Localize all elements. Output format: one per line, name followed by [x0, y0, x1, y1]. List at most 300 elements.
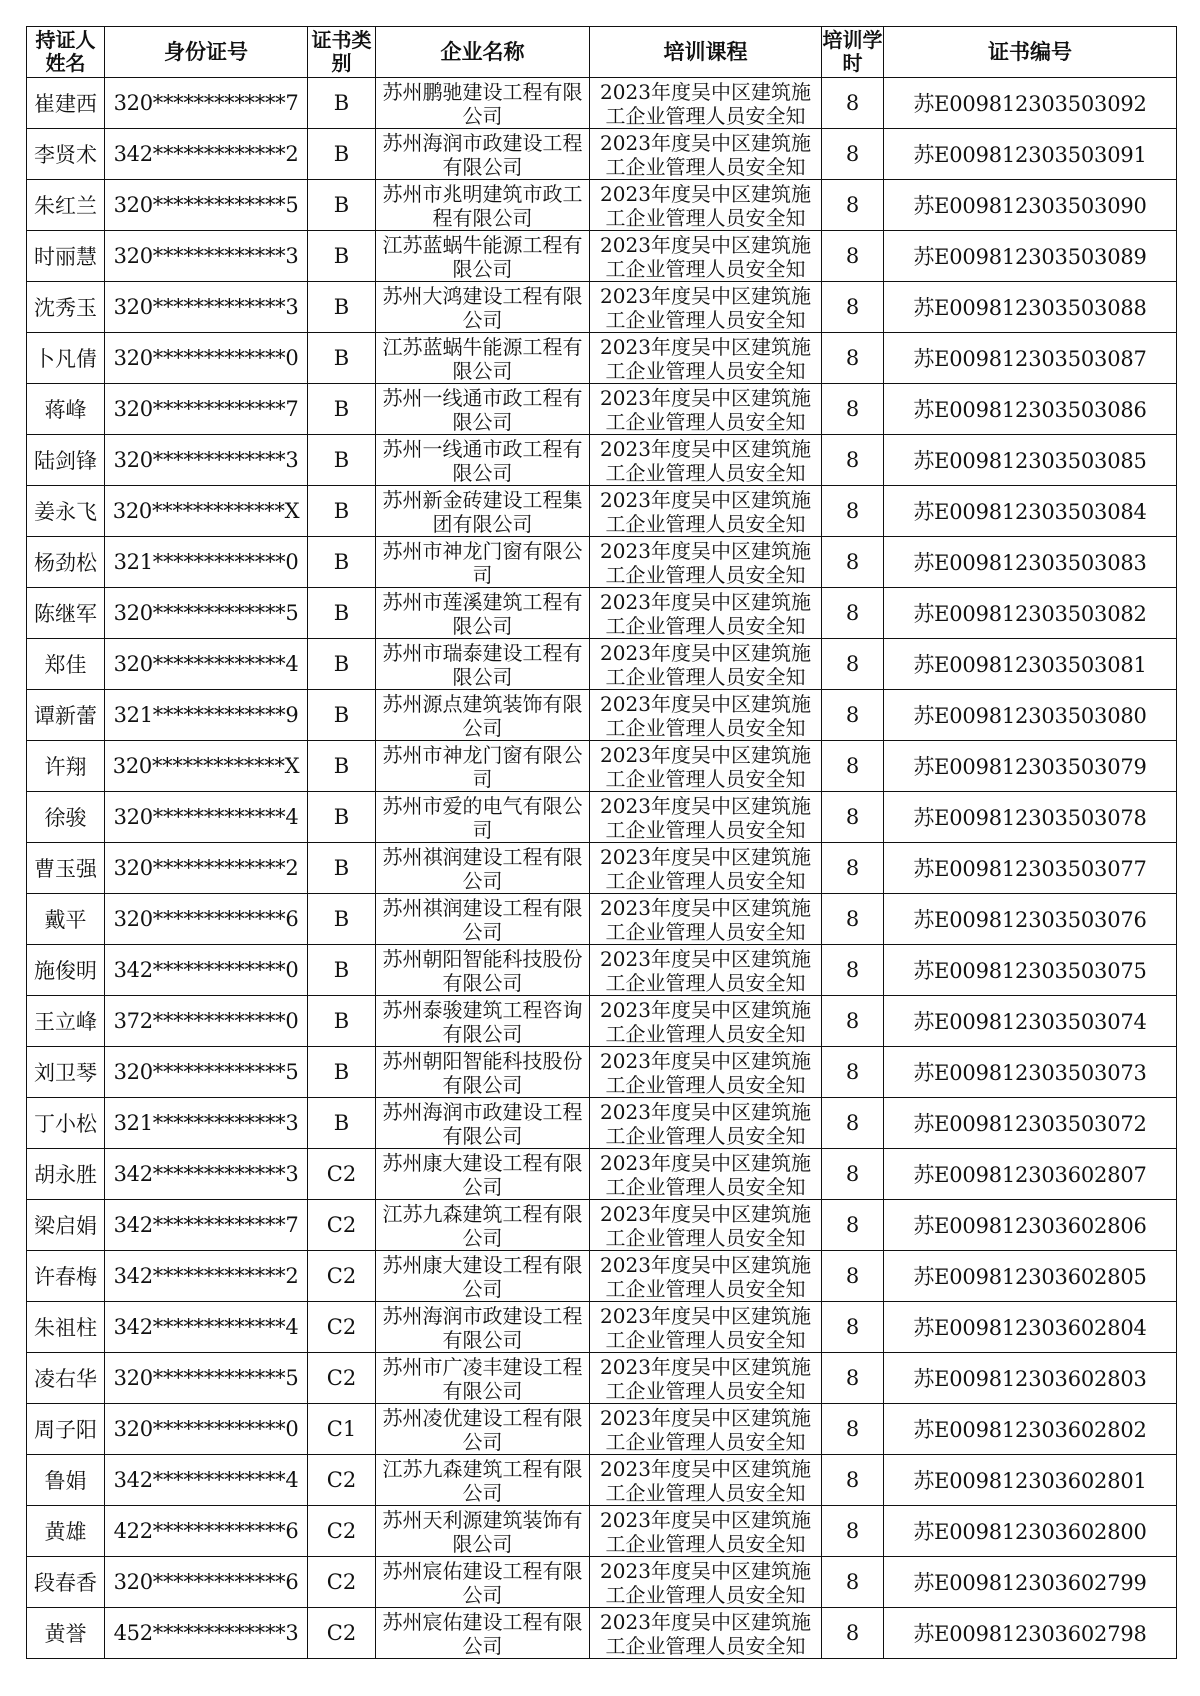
- cell-hours: 8: [822, 792, 884, 843]
- cell-company-text: 江苏蓝蜗牛能源工程有限公司: [382, 335, 583, 383]
- cell-company-text: 苏州海润市政建设工程有限公司: [382, 1304, 583, 1352]
- table-row: [27, 588, 1177, 639]
- cell-course: [590, 486, 822, 537]
- table-row: [27, 741, 1177, 792]
- cell-id: 320*************2: [105, 843, 308, 894]
- cell-hours: 8: [822, 843, 884, 894]
- cell-hours: 8: [822, 894, 884, 945]
- cell-hours: 8: [822, 588, 884, 639]
- cell-name: 许翔: [27, 741, 105, 792]
- cell-company-text: 苏州朝阳智能科技股份有限公司: [382, 947, 583, 995]
- cell-cert-no: 苏E009812303503078: [884, 792, 1177, 843]
- table-row: [27, 894, 1177, 945]
- cell-course-text: 2023年度吴中区建筑施工企业管理人员安全知: [600, 488, 811, 536]
- cell-course-text: 2023年度吴中区建筑施工企业管理人员安全知: [600, 386, 811, 434]
- cell-company: [376, 435, 590, 486]
- cell-hours: 8: [822, 180, 884, 231]
- cell-cert-no: 苏E009812303503085: [884, 435, 1177, 486]
- cell-category: B: [308, 996, 376, 1047]
- header-hours: 培训学时: [822, 27, 884, 78]
- cell-company: [376, 1251, 590, 1302]
- cell-id: 320*************5: [105, 1353, 308, 1404]
- table-row: [27, 486, 1177, 537]
- cell-company: [376, 639, 590, 690]
- cell-name: 谭新蕾: [27, 690, 105, 741]
- cell-cert-no: 苏E009812303503081: [884, 639, 1177, 690]
- cell-course-text: 2023年度吴中区建筑施工企业管理人员安全知: [600, 743, 811, 791]
- cell-hours: 8: [822, 384, 884, 435]
- cell-company-text: 苏州市兆明建筑市政工程有限公司: [382, 182, 583, 230]
- cell-course-text: 2023年度吴中区建筑施工企业管理人员安全知: [600, 998, 811, 1046]
- cell-cert-no: 苏E009812303602801: [884, 1455, 1177, 1506]
- table-row: [27, 843, 1177, 894]
- cell-category: B: [308, 282, 376, 333]
- cell-course-text: 2023年度吴中区建筑施工企业管理人员安全知: [600, 1202, 811, 1250]
- cell-company: [376, 690, 590, 741]
- cell-company-text: 苏州天利源建筑装饰有限公司: [382, 1508, 583, 1556]
- cell-category: C2: [308, 1200, 376, 1251]
- cell-name: 黄誉: [27, 1608, 105, 1659]
- table-row: [27, 1608, 1177, 1659]
- cell-company: [376, 996, 590, 1047]
- cell-name: 时丽慧: [27, 231, 105, 282]
- cell-category: B: [308, 690, 376, 741]
- cell-cert-no: 苏E009812303602804: [884, 1302, 1177, 1353]
- cell-hours: 8: [822, 282, 884, 333]
- cell-company: [376, 894, 590, 945]
- cell-name: 姜永飞: [27, 486, 105, 537]
- cell-hours: 8: [822, 1200, 884, 1251]
- cell-id: 452*************3: [105, 1608, 308, 1659]
- cell-company: [376, 1149, 590, 1200]
- cell-category: B: [308, 843, 376, 894]
- cell-company-text: 苏州宸佑建设工程有限公司: [382, 1610, 583, 1658]
- cell-cert-no: 苏E009812303602798: [884, 1608, 1177, 1659]
- cell-id: 422*************6: [105, 1506, 308, 1557]
- table-row: [27, 792, 1177, 843]
- cell-course: [590, 1302, 822, 1353]
- table-row: [27, 945, 1177, 996]
- table-row: [27, 1149, 1177, 1200]
- cell-category: C2: [308, 1608, 376, 1659]
- cell-name: 沈秀玉: [27, 282, 105, 333]
- table-row: [27, 639, 1177, 690]
- cell-cert-no: 苏E009812303503074: [884, 996, 1177, 1047]
- cell-name: 丁小松: [27, 1098, 105, 1149]
- cell-id: 320*************3: [105, 231, 308, 282]
- cell-hours: 8: [822, 435, 884, 486]
- cell-company-text: 苏州朝阳智能科技股份有限公司: [382, 1049, 583, 1097]
- cell-cert-no: 苏E009812303503072: [884, 1098, 1177, 1149]
- cell-hours: 8: [822, 1047, 884, 1098]
- cell-company-text: 苏州大鸿建设工程有限公司: [382, 284, 583, 332]
- cell-category: C2: [308, 1353, 376, 1404]
- table-row: [27, 1302, 1177, 1353]
- cell-hours: 8: [822, 1353, 884, 1404]
- cell-category: B: [308, 384, 376, 435]
- cell-cert-no: 苏E009812303503084: [884, 486, 1177, 537]
- cell-company: [376, 333, 590, 384]
- cell-company: [376, 1608, 590, 1659]
- cell-course: [590, 1098, 822, 1149]
- cell-cert-no: 苏E009812303602806: [884, 1200, 1177, 1251]
- cell-cert-no: 苏E009812303602805: [884, 1251, 1177, 1302]
- cell-course: [590, 945, 822, 996]
- table-row: [27, 537, 1177, 588]
- cell-hours: 8: [822, 639, 884, 690]
- cell-id: 342*************4: [105, 1455, 308, 1506]
- cell-id: 321*************0: [105, 537, 308, 588]
- cell-category: B: [308, 639, 376, 690]
- cell-id: 320*************0: [105, 1404, 308, 1455]
- cell-course-text: 2023年度吴中区建筑施工企业管理人员安全知: [600, 1406, 811, 1454]
- certificate-roster-table: [26, 26, 1177, 1659]
- cell-course: [590, 690, 822, 741]
- header-course: 培训课程: [590, 27, 822, 78]
- cell-hours: 8: [822, 1404, 884, 1455]
- cell-hours: 8: [822, 129, 884, 180]
- cell-cert-no: 苏E009812303503090: [884, 180, 1177, 231]
- cell-name: 朱红兰: [27, 180, 105, 231]
- cell-category: B: [308, 333, 376, 384]
- cell-company: [376, 1557, 590, 1608]
- cell-name: 鲁娟: [27, 1455, 105, 1506]
- cell-company: [376, 945, 590, 996]
- cell-company-text: 江苏九森建筑工程有限公司: [382, 1202, 583, 1250]
- cell-name: 施俊明: [27, 945, 105, 996]
- cell-company: [376, 792, 590, 843]
- cell-course-text: 2023年度吴中区建筑施工企业管理人员安全知: [600, 692, 811, 740]
- cell-category: C2: [308, 1302, 376, 1353]
- cell-category: B: [308, 1098, 376, 1149]
- cell-course: [590, 996, 822, 1047]
- cell-id: 320*************5: [105, 588, 308, 639]
- cell-cert-no: 苏E009812303503082: [884, 588, 1177, 639]
- cell-category: B: [308, 894, 376, 945]
- cell-category: B: [308, 231, 376, 282]
- cell-company-text: 苏州鹏驰建设工程有限公司: [382, 80, 583, 128]
- cell-course: [590, 1404, 822, 1455]
- cell-category: C1: [308, 1404, 376, 1455]
- cell-course-text: 2023年度吴中区建筑施工企业管理人员安全知: [600, 1508, 811, 1556]
- cell-category: B: [308, 537, 376, 588]
- cell-course-text: 2023年度吴中区建筑施工企业管理人员安全知: [600, 590, 811, 638]
- cell-name: 黄雄: [27, 1506, 105, 1557]
- cell-course-text: 2023年度吴中区建筑施工企业管理人员安全知: [600, 131, 811, 179]
- cell-cert-no: 苏E009812303602800: [884, 1506, 1177, 1557]
- cell-company-text: 苏州泰骏建筑工程咨询有限公司: [382, 998, 583, 1046]
- cell-course-text: 2023年度吴中区建筑施工企业管理人员安全知: [600, 845, 811, 893]
- cell-category: B: [308, 486, 376, 537]
- cell-cert-no: 苏E009812303602802: [884, 1404, 1177, 1455]
- cell-id: 342*************3: [105, 1149, 308, 1200]
- cell-company: [376, 78, 590, 129]
- cell-category: B: [308, 435, 376, 486]
- cell-name: 徐骏: [27, 792, 105, 843]
- cell-course-text: 2023年度吴中区建筑施工企业管理人员安全知: [600, 947, 811, 995]
- cell-company-text: 苏州祺润建设工程有限公司: [382, 896, 583, 944]
- cell-category: B: [308, 792, 376, 843]
- cell-name: 梁启娟: [27, 1200, 105, 1251]
- table-row: [27, 282, 1177, 333]
- cell-id: 320*************4: [105, 792, 308, 843]
- cell-course: [590, 78, 822, 129]
- cell-category: C2: [308, 1149, 376, 1200]
- table-row: [27, 435, 1177, 486]
- cell-company: [376, 1506, 590, 1557]
- cell-hours: 8: [822, 333, 884, 384]
- cell-category: C2: [308, 1251, 376, 1302]
- cell-course-text: 2023年度吴中区建筑施工企业管理人员安全知: [600, 437, 811, 485]
- cell-course: [590, 1455, 822, 1506]
- cell-company-text: 苏州市神龙门窗有限公司: [382, 539, 583, 587]
- cell-company: [376, 1098, 590, 1149]
- cell-company-text: 苏州康大建设工程有限公司: [382, 1253, 583, 1301]
- cell-id: 320*************3: [105, 282, 308, 333]
- cell-course-text: 2023年度吴中区建筑施工企业管理人员安全知: [600, 182, 811, 230]
- cell-course-text: 2023年度吴中区建筑施工企业管理人员安全知: [600, 641, 811, 689]
- cell-name: 周子阳: [27, 1404, 105, 1455]
- cell-course: [590, 333, 822, 384]
- cell-category: B: [308, 945, 376, 996]
- cell-hours: 8: [822, 486, 884, 537]
- cell-name: 蒋峰: [27, 384, 105, 435]
- cell-company-text: 苏州祺润建设工程有限公司: [382, 845, 583, 893]
- cell-course-text: 2023年度吴中区建筑施工企业管理人员安全知: [600, 1049, 811, 1097]
- cell-id: 321*************9: [105, 690, 308, 741]
- cell-hours: 8: [822, 945, 884, 996]
- cell-hours: 8: [822, 78, 884, 129]
- cell-company: [376, 180, 590, 231]
- cell-id: 320*************7: [105, 78, 308, 129]
- cell-cert-no: 苏E009812303602807: [884, 1149, 1177, 1200]
- header-row: [27, 27, 1177, 78]
- cell-name: 许春梅: [27, 1251, 105, 1302]
- cell-name: 杨劲松: [27, 537, 105, 588]
- cell-course: [590, 384, 822, 435]
- cell-company-text: 苏州市爱的电气有限公司: [382, 794, 583, 842]
- cell-course: [590, 435, 822, 486]
- cell-company: [376, 1404, 590, 1455]
- cell-id: 342*************4: [105, 1302, 308, 1353]
- cell-course-text: 2023年度吴中区建筑施工企业管理人员安全知: [600, 794, 811, 842]
- table-row: [27, 1251, 1177, 1302]
- cell-hours: 8: [822, 1455, 884, 1506]
- cell-category: C2: [308, 1506, 376, 1557]
- cell-course: [590, 1557, 822, 1608]
- cell-course: [590, 1506, 822, 1557]
- cell-cert-no: 苏E009812303503086: [884, 384, 1177, 435]
- cell-hours: 8: [822, 537, 884, 588]
- cell-course: [590, 1353, 822, 1404]
- table-row: [27, 690, 1177, 741]
- cell-category: B: [308, 129, 376, 180]
- cell-course-text: 2023年度吴中区建筑施工企业管理人员安全知: [600, 1457, 811, 1505]
- table-row: [27, 1353, 1177, 1404]
- cell-course: [590, 180, 822, 231]
- table-row: [27, 1506, 1177, 1557]
- cell-company: [376, 741, 590, 792]
- cell-cert-no: 苏E009812303503075: [884, 945, 1177, 996]
- cell-name: 凌右华: [27, 1353, 105, 1404]
- table-row: [27, 231, 1177, 282]
- cell-course: [590, 843, 822, 894]
- cell-course-text: 2023年度吴中区建筑施工企业管理人员安全知: [600, 1304, 811, 1352]
- cell-id: 320*************5: [105, 180, 308, 231]
- table-row: [27, 180, 1177, 231]
- cell-name: 曹玉强: [27, 843, 105, 894]
- cell-course: [590, 1200, 822, 1251]
- cell-cert-no: 苏E009812303503088: [884, 282, 1177, 333]
- cell-name: 崔建西: [27, 78, 105, 129]
- cell-company: [376, 129, 590, 180]
- cell-course: [590, 1608, 822, 1659]
- cell-company-text: 江苏蓝蜗牛能源工程有限公司: [382, 233, 583, 281]
- table-row: [27, 384, 1177, 435]
- header-cert-no: 证书编号: [884, 27, 1177, 78]
- cell-company-text: 苏州一线通市政工程有限公司: [382, 437, 583, 485]
- cell-course-text: 2023年度吴中区建筑施工企业管理人员安全知: [600, 1253, 811, 1301]
- cell-name: 朱祖柱: [27, 1302, 105, 1353]
- cell-course: [590, 1047, 822, 1098]
- cell-course-text: 2023年度吴中区建筑施工企业管理人员安全知: [600, 1151, 811, 1199]
- cell-company: [376, 231, 590, 282]
- cell-course: [590, 741, 822, 792]
- cell-course-text: 2023年度吴中区建筑施工企业管理人员安全知: [600, 233, 811, 281]
- cell-course: [590, 537, 822, 588]
- cell-company-text: 苏州宸佑建设工程有限公司: [382, 1559, 583, 1607]
- cell-company: [376, 282, 590, 333]
- cell-hours: 8: [822, 231, 884, 282]
- cell-cert-no: 苏E009812303503077: [884, 843, 1177, 894]
- cell-course-text: 2023年度吴中区建筑施工企业管理人员安全知: [600, 1355, 811, 1403]
- header-name: 持证人姓名: [27, 27, 105, 78]
- cell-category: B: [308, 180, 376, 231]
- cell-name: 李贤术: [27, 129, 105, 180]
- cell-category: C2: [308, 1455, 376, 1506]
- cell-company-text: 苏州市瑞泰建设工程有限公司: [382, 641, 583, 689]
- cell-course: [590, 1149, 822, 1200]
- table-row: [27, 1455, 1177, 1506]
- cell-cert-no: 苏E009812303503080: [884, 690, 1177, 741]
- cell-course: [590, 894, 822, 945]
- cell-cert-no: 苏E009812303503076: [884, 894, 1177, 945]
- cell-name: 王立峰: [27, 996, 105, 1047]
- cell-company-text: 江苏九森建筑工程有限公司: [382, 1457, 583, 1505]
- cell-company: [376, 1047, 590, 1098]
- table-row: [27, 1098, 1177, 1149]
- cell-hours: 8: [822, 1098, 884, 1149]
- cell-hours: 8: [822, 1608, 884, 1659]
- table-row: [27, 1200, 1177, 1251]
- cell-cert-no: 苏E009812303503089: [884, 231, 1177, 282]
- cell-name: 郑佳: [27, 639, 105, 690]
- cell-id: 372*************0: [105, 996, 308, 1047]
- cell-id: 320*************4: [105, 639, 308, 690]
- cell-id: 320*************5: [105, 1047, 308, 1098]
- cell-id: 320*************X: [105, 741, 308, 792]
- cell-course-text: 2023年度吴中区建筑施工企业管理人员安全知: [600, 1100, 811, 1148]
- cell-course-text: 2023年度吴中区建筑施工企业管理人员安全知: [600, 1559, 811, 1607]
- cell-company: [376, 588, 590, 639]
- cell-category: B: [308, 588, 376, 639]
- cell-company-text: 苏州市莲溪建筑工程有限公司: [382, 590, 583, 638]
- table-row: [27, 1404, 1177, 1455]
- cell-company: [376, 1302, 590, 1353]
- cell-course: [590, 129, 822, 180]
- header-category: 证书类别: [308, 27, 376, 78]
- cell-hours: 8: [822, 1251, 884, 1302]
- cell-cert-no: 苏E009812303503092: [884, 78, 1177, 129]
- cell-company: [376, 843, 590, 894]
- cell-company: [376, 1200, 590, 1251]
- cell-category: B: [308, 78, 376, 129]
- cell-id: 320*************6: [105, 894, 308, 945]
- cell-id: 320*************6: [105, 1557, 308, 1608]
- cell-course-text: 2023年度吴中区建筑施工企业管理人员安全知: [600, 896, 811, 944]
- cell-id: 342*************2: [105, 1251, 308, 1302]
- cell-course: [590, 792, 822, 843]
- cell-name: 刘卫琴: [27, 1047, 105, 1098]
- cell-course: [590, 231, 822, 282]
- cell-company-text: 苏州海润市政建设工程有限公司: [382, 1100, 583, 1148]
- cell-course: [590, 1251, 822, 1302]
- cell-company-text: 苏州康大建设工程有限公司: [382, 1151, 583, 1199]
- cell-hours: 8: [822, 1557, 884, 1608]
- cell-course: [590, 588, 822, 639]
- cell-category: B: [308, 741, 376, 792]
- cell-company: [376, 1353, 590, 1404]
- cell-id: 342*************0: [105, 945, 308, 996]
- cell-course-text: 2023年度吴中区建筑施工企业管理人员安全知: [600, 1610, 811, 1658]
- cell-course: [590, 282, 822, 333]
- cell-company-text: 苏州市神龙门窗有限公司: [382, 743, 583, 791]
- table-row: [27, 333, 1177, 384]
- cell-course-text: 2023年度吴中区建筑施工企业管理人员安全知: [600, 80, 811, 128]
- table-row: [27, 78, 1177, 129]
- cell-course-text: 2023年度吴中区建筑施工企业管理人员安全知: [600, 284, 811, 332]
- table-row: [27, 1557, 1177, 1608]
- cell-company: [376, 486, 590, 537]
- cell-id: 321*************3: [105, 1098, 308, 1149]
- cell-id: 320*************0: [105, 333, 308, 384]
- cell-cert-no: 苏E009812303503073: [884, 1047, 1177, 1098]
- cell-hours: 8: [822, 996, 884, 1047]
- cell-cert-no: 苏E009812303503087: [884, 333, 1177, 384]
- cell-name: 戴平: [27, 894, 105, 945]
- cell-company-text: 苏州一线通市政工程有限公司: [382, 386, 583, 434]
- cell-cert-no: 苏E009812303503091: [884, 129, 1177, 180]
- cell-id: 320*************3: [105, 435, 308, 486]
- cell-name: 陆剑锋: [27, 435, 105, 486]
- cell-course-text: 2023年度吴中区建筑施工企业管理人员安全知: [600, 335, 811, 383]
- cell-id: 342*************7: [105, 1200, 308, 1251]
- cell-hours: 8: [822, 1302, 884, 1353]
- table-row: [27, 129, 1177, 180]
- table-row: [27, 996, 1177, 1047]
- header-company: 企业名称: [376, 27, 590, 78]
- table-row: [27, 1047, 1177, 1098]
- cell-company-text: 苏州凌优建设工程有限公司: [382, 1406, 583, 1454]
- cell-id: 320*************7: [105, 384, 308, 435]
- cell-name: 卜凡倩: [27, 333, 105, 384]
- cell-course: [590, 639, 822, 690]
- cell-cert-no: 苏E009812303503083: [884, 537, 1177, 588]
- cell-company: [376, 1455, 590, 1506]
- cell-company-text: 苏州源点建筑装饰有限公司: [382, 692, 583, 740]
- cell-name: 陈继军: [27, 588, 105, 639]
- cell-hours: 8: [822, 690, 884, 741]
